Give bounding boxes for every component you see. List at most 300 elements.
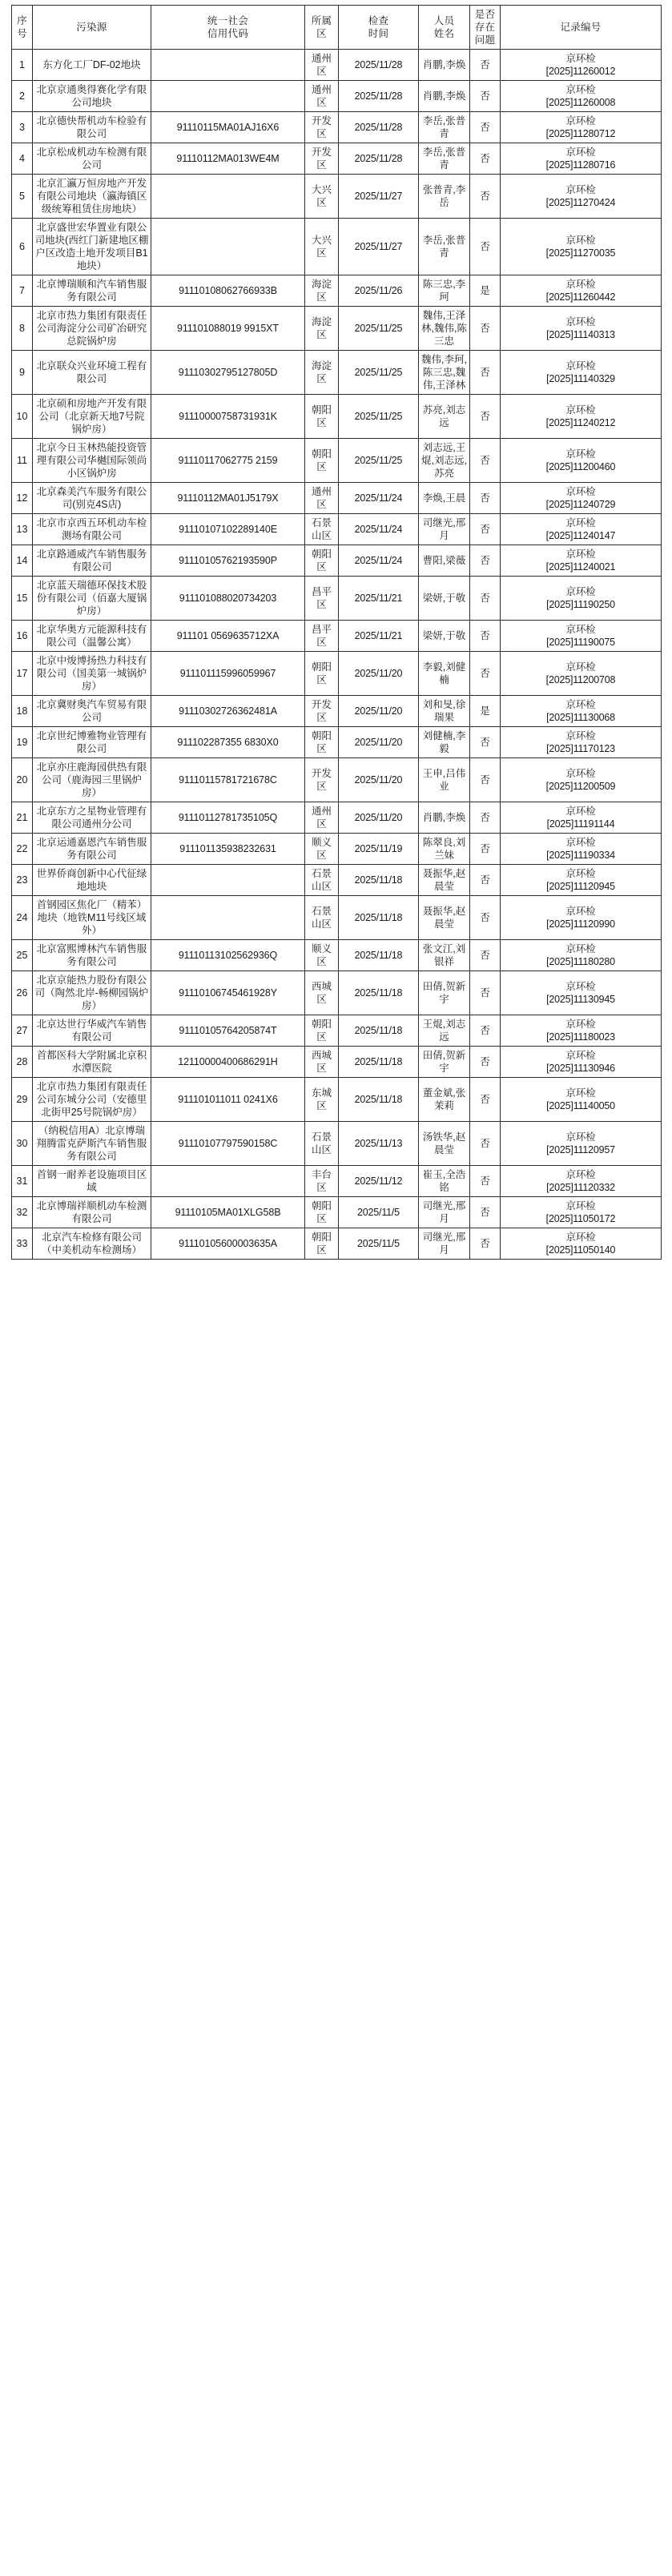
table-row	[12, 696, 662, 727]
cell-code: 91110115781721678C	[151, 758, 305, 802]
record-prefix: 京环检	[565, 549, 596, 560]
cell-code	[151, 50, 305, 81]
cell-person: 刘志远,王焜,刘志远,苏亮	[419, 439, 470, 483]
column-header-time: 检查 时间	[339, 6, 419, 50]
cell-person: 汤铁华,赵晨莹	[419, 1122, 470, 1166]
record-prefix: 京环检	[565, 448, 596, 460]
record-serial: [2025]11191144	[546, 818, 615, 830]
cell-district: 开发区	[305, 143, 339, 175]
cell-source: 北京联众兴业环境工程有限公司	[33, 351, 151, 395]
cell-time: 2025/11/13	[339, 1122, 419, 1166]
cell-record-number	[501, 1078, 662, 1122]
cell-code: 91110107797590158C	[151, 1122, 305, 1166]
record-prefix: 京环检	[565, 768, 596, 779]
cell-code: 91110108062766933B	[151, 275, 305, 307]
record-prefix: 京环检	[565, 279, 596, 290]
cell-index: 27	[12, 1015, 33, 1047]
cell-source: 北京冀财奥汽车贸易有限公司	[33, 696, 151, 727]
cell-source: 首都医科大学附属北京积水潭医院	[33, 1047, 151, 1078]
cell-index: 23	[12, 865, 33, 896]
cell-problem: 否	[470, 439, 501, 483]
cell-time: 2025/11/21	[339, 577, 419, 621]
cell-record-number	[501, 802, 662, 834]
record-serial: [2025]11200460	[545, 461, 616, 472]
cell-index: 19	[12, 727, 33, 758]
cell-record-number	[501, 275, 662, 307]
record-prefix: 京环检	[565, 1087, 596, 1099]
cell-record-number	[501, 896, 662, 940]
cell-time: 2025/11/18	[339, 1047, 419, 1078]
record-prefix: 京环检	[565, 360, 596, 372]
cell-district: 石景山区	[305, 514, 339, 545]
cell-district: 海淀区	[305, 307, 339, 351]
record-serial: [2025]11140313	[546, 329, 615, 340]
table-row	[12, 652, 662, 696]
cell-district: 朝阳区	[305, 652, 339, 696]
cell-record-number	[501, 395, 662, 439]
cell-district: 东城区	[305, 1078, 339, 1122]
cell-district: 开发区	[305, 696, 339, 727]
cell-problem: 否	[470, 652, 501, 696]
cell-district: 石景山区	[305, 865, 339, 896]
cell-index: 22	[12, 834, 33, 865]
cell-record-number	[501, 971, 662, 1015]
record-serial: [2025]11280716	[545, 159, 616, 171]
cell-source: 北京路通威汽车销售服务有限公司	[33, 545, 151, 577]
table-body	[12, 50, 662, 1260]
cell-problem: 否	[470, 1047, 501, 1078]
cell-time: 2025/11/18	[339, 1015, 419, 1047]
cell-district: 海淀区	[305, 275, 339, 307]
cell-record-number	[501, 696, 662, 727]
cell-record-number	[501, 940, 662, 971]
cell-time: 2025/11/28	[339, 81, 419, 112]
cell-time: 2025/11/24	[339, 483, 419, 514]
cell-index: 25	[12, 940, 33, 971]
cell-code: 911101011011 0241X6	[151, 1078, 305, 1122]
record-serial: [2025]11260442	[545, 291, 616, 303]
cell-person: 肖鹏,李焕	[419, 50, 470, 81]
record-serial: [2025]11130068	[546, 712, 615, 723]
cell-person: 魏伟,李珂,陈三忠,魏伟,王泽林	[419, 351, 470, 395]
table-row	[12, 758, 662, 802]
cell-person: 李毅,刘健楠	[419, 652, 470, 696]
record-serial: [2025]11240729	[545, 499, 616, 510]
cell-source: 首钢一耐养老设施项目区域	[33, 1166, 151, 1197]
cell-source: 北京德快帮机动车检验有限公司	[33, 112, 151, 143]
record-prefix: 京环检	[565, 184, 596, 195]
table-row	[12, 143, 662, 175]
cell-problem: 否	[470, 1078, 501, 1122]
cell-code: 91110105762193590P	[151, 545, 305, 577]
record-serial: [2025]11120332	[546, 1182, 615, 1193]
cell-problem: 否	[470, 395, 501, 439]
cell-record-number	[501, 307, 662, 351]
table-row	[12, 621, 662, 652]
record-prefix: 京环检	[565, 53, 596, 64]
cell-problem: 否	[470, 112, 501, 143]
cell-person: 梁妍,于敬	[419, 577, 470, 621]
cell-index: 32	[12, 1197, 33, 1228]
cell-problem: 否	[470, 175, 501, 219]
cell-time: 2025/11/28	[339, 50, 419, 81]
cell-source: 北京汇瀛万恒房地产开发有限公司地块（瀛海镇区级统筹租赁住房地块）	[33, 175, 151, 219]
record-serial: [2025]11240021	[545, 561, 616, 573]
cell-code: 91110000758731931K	[151, 395, 305, 439]
cell-district: 昌平区	[305, 621, 339, 652]
record-serial: [2025]11140050	[546, 1100, 615, 1111]
cell-time: 2025/11/25	[339, 439, 419, 483]
record-prefix: 京环检	[565, 981, 596, 992]
cell-index: 5	[12, 175, 33, 219]
cell-time: 2025/11/28	[339, 112, 419, 143]
cell-index: 17	[12, 652, 33, 696]
cell-index: 12	[12, 483, 33, 514]
cell-record-number	[501, 1166, 662, 1197]
cell-district: 朝阳区	[305, 1228, 339, 1260]
cell-source: 北京市热力集团有限责任公司东城分公司（安德里北街甲25号院锅炉房）	[33, 1078, 151, 1122]
cell-index: 20	[12, 758, 33, 802]
record-serial: [2025]11120957	[546, 1144, 615, 1155]
cell-problem: 否	[470, 834, 501, 865]
record-prefix: 京环检	[565, 147, 596, 158]
cell-index: 6	[12, 219, 33, 275]
cell-source: 北京东方之星物业管理有限公司通州分公司	[33, 802, 151, 834]
cell-record-number	[501, 1015, 662, 1047]
record-prefix: 京环检	[565, 1050, 596, 1061]
cell-index: 31	[12, 1166, 33, 1197]
record-prefix: 京环检	[565, 1200, 596, 1212]
record-prefix: 京环检	[565, 586, 596, 597]
record-serial: [2025]11190334	[546, 850, 615, 861]
cell-code: 911101 0569635712XA	[151, 621, 305, 652]
cell-time: 2025/11/25	[339, 307, 419, 351]
cell-record-number	[501, 50, 662, 81]
cell-source: 北京市热力集团有限责任公司海淀分公司矿冶研究总院锅炉房	[33, 307, 151, 351]
table-row	[12, 50, 662, 81]
cell-record-number	[501, 351, 662, 395]
cell-person: 李焕,王晨	[419, 483, 470, 514]
cell-code: 91110302795127805D	[151, 351, 305, 395]
cell-index: 3	[12, 112, 33, 143]
cell-source: 北京亦庄鹿海园供热有限公司（鹿海园三里锅炉房）	[33, 758, 151, 802]
cell-record-number	[501, 81, 662, 112]
record-serial: [2025]11180023	[546, 1031, 615, 1043]
column-header-index: 序号	[12, 6, 33, 50]
cell-problem: 否	[470, 1166, 501, 1197]
cell-district: 顺义区	[305, 834, 339, 865]
cell-source: （纳税信用A）北京博瑞翔腾雷克萨斯汽车销售服务有限公司	[33, 1122, 151, 1166]
cell-index: 4	[12, 143, 33, 175]
cell-time: 2025/11/20	[339, 652, 419, 696]
cell-source: 北京达世行华威汽车销售有限公司	[33, 1015, 151, 1047]
cell-time: 2025/11/19	[339, 834, 419, 865]
cell-time: 2025/11/27	[339, 175, 419, 219]
record-serial: [2025]11240212	[545, 417, 616, 428]
table-row	[12, 514, 662, 545]
cell-code	[151, 896, 305, 940]
cell-problem: 否	[470, 50, 501, 81]
record-prefix: 京环检	[565, 837, 596, 848]
cell-source: 北京京能热力股份有限公司（陶然北岸-畅柳园锅炉房）	[33, 971, 151, 1015]
record-serial: [2025]11180280	[546, 956, 615, 967]
column-header-problem: 是否 存在 问题	[470, 6, 501, 50]
cell-code: 91110112MA01J5179X	[151, 483, 305, 514]
cell-code: 91110117062775 2159	[151, 439, 305, 483]
cell-time: 2025/11/12	[339, 1166, 419, 1197]
cell-index: 2	[12, 81, 33, 112]
cell-index: 28	[12, 1047, 33, 1078]
cell-problem: 否	[470, 971, 501, 1015]
cell-problem: 否	[470, 1197, 501, 1228]
cell-district: 朝阳区	[305, 545, 339, 577]
cell-problem: 否	[470, 802, 501, 834]
table-row	[12, 307, 662, 351]
record-prefix: 京环检	[565, 316, 596, 328]
inspection-table-container	[0, 0, 672, 1266]
record-prefix: 京环检	[565, 486, 596, 497]
cell-code	[151, 175, 305, 219]
cell-problem: 否	[470, 940, 501, 971]
cell-district: 开发区	[305, 758, 339, 802]
cell-person: 苏亮,刘志远	[419, 395, 470, 439]
table-row	[12, 1197, 662, 1228]
cell-record-number	[501, 652, 662, 696]
cell-index: 33	[12, 1228, 33, 1260]
cell-source: 北京硕和房地产开发有限公司（北京新天地7号院锅炉房）	[33, 395, 151, 439]
column-header-person: 人员 姓名	[419, 6, 470, 50]
header-row	[12, 6, 662, 50]
cell-district: 通州区	[305, 81, 339, 112]
cell-source: 北京富熙博林汽车销售服务有限公司	[33, 940, 151, 971]
cell-district: 西城区	[305, 971, 339, 1015]
cell-source: 北京森美汽车服务有限公司(别克4S店)	[33, 483, 151, 514]
cell-problem: 是	[470, 696, 501, 727]
cell-source: 北京汽车检修有限公司（中美机动车检测场）	[33, 1228, 151, 1260]
cell-problem: 否	[470, 1122, 501, 1166]
cell-source: 北京博瑞顺和汽车销售服务有限公司	[33, 275, 151, 307]
cell-time: 2025/11/20	[339, 802, 419, 834]
cell-problem: 否	[470, 896, 501, 940]
cell-district: 石景山区	[305, 1122, 339, 1166]
cell-district: 丰台区	[305, 1166, 339, 1197]
cell-problem: 否	[470, 1228, 501, 1260]
cell-district: 朝阳区	[305, 1015, 339, 1047]
cell-person: 梁妍,于敬	[419, 621, 470, 652]
cell-district: 通州区	[305, 50, 339, 81]
cell-time: 2025/11/26	[339, 275, 419, 307]
table-row	[12, 727, 662, 758]
table-row	[12, 802, 662, 834]
cell-record-number	[501, 439, 662, 483]
cell-time: 2025/11/25	[339, 351, 419, 395]
cell-district: 朝阳区	[305, 395, 339, 439]
cell-index: 29	[12, 1078, 33, 1122]
cell-code: 911101135938232631	[151, 834, 305, 865]
table-row	[12, 395, 662, 439]
cell-source: 北京蓝天瑞德环保技术股份有限公司（佰嘉大厦锅炉房）	[33, 577, 151, 621]
cell-problem: 是	[470, 275, 501, 307]
cell-record-number	[501, 1228, 662, 1260]
cell-person: 司继光,邢月	[419, 514, 470, 545]
cell-district: 昌平区	[305, 577, 339, 621]
cell-code: 911101088019 9915XT	[151, 307, 305, 351]
cell-time: 2025/11/27	[339, 219, 419, 275]
table-row	[12, 545, 662, 577]
cell-index: 9	[12, 351, 33, 395]
cell-source: 北京盛世宏华置业有限公司地块(西红门新建地区棚户区改造土地开发项目B1地块）	[33, 219, 151, 275]
cell-code: 91110302726362481A	[151, 696, 305, 727]
record-prefix: 京环检	[565, 943, 596, 954]
cell-district: 海淀区	[305, 351, 339, 395]
record-serial: [2025]11170123	[546, 743, 615, 754]
record-serial: [2025]11200509	[545, 781, 616, 792]
cell-problem: 否	[470, 307, 501, 351]
table-row	[12, 1122, 662, 1166]
cell-code: 911101115996059967	[151, 652, 305, 696]
cell-index: 18	[12, 696, 33, 727]
record-prefix: 京环检	[565, 84, 596, 95]
cell-code: 91110105600003635A	[151, 1228, 305, 1260]
cell-person: 李岳,张普青	[419, 219, 470, 275]
record-serial: [2025]11190250	[546, 599, 615, 610]
cell-source: 北京京通奥得赛化学有限公司地块	[33, 81, 151, 112]
cell-person: 田倩,贺新宇	[419, 1047, 470, 1078]
cell-time: 2025/11/18	[339, 971, 419, 1015]
record-serial: [2025]11120945	[546, 881, 615, 892]
cell-problem: 否	[470, 143, 501, 175]
table-row	[12, 275, 662, 307]
cell-problem: 否	[470, 219, 501, 275]
record-serial: [2025]11130945	[546, 994, 615, 1005]
record-prefix: 京环检	[565, 235, 596, 246]
record-prefix: 京环检	[565, 1232, 596, 1243]
table-row	[12, 81, 662, 112]
table-row	[12, 219, 662, 275]
cell-code: 91110105MA01XLG58B	[151, 1197, 305, 1228]
cell-code: 91110106745461928Y	[151, 971, 305, 1015]
table-row	[12, 351, 662, 395]
cell-index: 1	[12, 50, 33, 81]
record-serial: [2025]11260012	[545, 66, 616, 77]
cell-time: 2025/11/20	[339, 758, 419, 802]
cell-person: 李岳,张普青	[419, 112, 470, 143]
record-prefix: 京环检	[565, 730, 596, 741]
table-row	[12, 577, 662, 621]
cell-code	[151, 865, 305, 896]
table-row	[12, 940, 662, 971]
cell-person: 王焜,刘志远	[419, 1015, 470, 1047]
record-serial: [2025]11280712	[545, 128, 616, 139]
cell-record-number	[501, 514, 662, 545]
cell-code: 91110113102562936Q	[151, 940, 305, 971]
cell-person: 司继光,邢月	[419, 1228, 470, 1260]
cell-index: 15	[12, 577, 33, 621]
record-serial: [2025]11190075	[546, 637, 615, 648]
cell-record-number	[501, 483, 662, 514]
cell-code: 91110112781735105Q	[151, 802, 305, 834]
cell-person: 陈翠良,刘兰妹	[419, 834, 470, 865]
table-row	[12, 971, 662, 1015]
cell-index: 11	[12, 439, 33, 483]
cell-time: 2025/11/24	[339, 545, 419, 577]
cell-person: 田倩,贺新宇	[419, 971, 470, 1015]
cell-index: 13	[12, 514, 33, 545]
cell-code	[151, 81, 305, 112]
cell-problem: 否	[470, 351, 501, 395]
cell-district: 朝阳区	[305, 727, 339, 758]
cell-person: 张普青,李岳	[419, 175, 470, 219]
cell-code: 91110115MA01AJ16X6	[151, 112, 305, 143]
record-serial: [2025]11050172	[545, 1213, 616, 1224]
record-prefix: 京环检	[565, 517, 596, 528]
cell-record-number	[501, 834, 662, 865]
record-prefix: 京环检	[565, 624, 596, 635]
record-serial: [2025]11140329	[546, 373, 615, 384]
cell-person: 魏伟,王泽林,魏伟,陈三忠	[419, 307, 470, 351]
cell-record-number	[501, 577, 662, 621]
cell-time: 2025/11/20	[339, 727, 419, 758]
cell-person: 董金斌,张茉莉	[419, 1078, 470, 1122]
record-serial: [2025]11200708	[545, 674, 616, 685]
cell-code	[151, 219, 305, 275]
cell-person: 刘健楠,李毅	[419, 727, 470, 758]
cell-record-number	[501, 727, 662, 758]
cell-time: 2025/11/25	[339, 395, 419, 439]
record-serial: [2025]11260008	[545, 97, 616, 108]
table-row	[12, 1015, 662, 1047]
table-row	[12, 439, 662, 483]
table-header	[12, 6, 662, 50]
cell-record-number	[501, 175, 662, 219]
record-serial: [2025]11270035	[545, 247, 616, 259]
cell-time: 2025/11/18	[339, 896, 419, 940]
cell-person: 张文江,刘银祥	[419, 940, 470, 971]
cell-time: 2025/11/5	[339, 1228, 419, 1260]
cell-district: 通州区	[305, 483, 339, 514]
cell-person: 曹阳,梁薇	[419, 545, 470, 577]
cell-source: 世界侨商创新中心代征绿地地块	[33, 865, 151, 896]
cell-district: 顺义区	[305, 940, 339, 971]
cell-time: 2025/11/5	[339, 1197, 419, 1228]
cell-district: 开发区	[305, 112, 339, 143]
cell-district: 通州区	[305, 802, 339, 834]
column-header-district: 所属 区	[305, 6, 339, 50]
cell-district: 朝阳区	[305, 1197, 339, 1228]
cell-problem: 否	[470, 577, 501, 621]
cell-source: 首钢园区焦化厂（精苯）地块（地铁M11号线区域外）	[33, 896, 151, 940]
cell-problem: 否	[470, 758, 501, 802]
cell-index: 26	[12, 971, 33, 1015]
record-prefix: 京环检	[565, 806, 596, 817]
cell-person: 聂振华,赵晨莹	[419, 865, 470, 896]
record-serial: [2025]11050140	[545, 1244, 616, 1256]
cell-code: 911101088020734203	[151, 577, 305, 621]
cell-district: 西城区	[305, 1047, 339, 1078]
pollution-source-inspection-table	[11, 5, 662, 1260]
table-row	[12, 1228, 662, 1260]
record-prefix: 京环检	[565, 115, 596, 127]
table-row	[12, 865, 662, 896]
cell-time: 2025/11/21	[339, 621, 419, 652]
cell-code: 91110105764205874T	[151, 1015, 305, 1047]
cell-problem: 否	[470, 1015, 501, 1047]
cell-source: 北京松成机动车检测有限公司	[33, 143, 151, 175]
cell-person: 陈三忠,李珂	[419, 275, 470, 307]
cell-index: 30	[12, 1122, 33, 1166]
cell-time: 2025/11/24	[339, 514, 419, 545]
column-header-source: 污染源	[33, 6, 151, 50]
